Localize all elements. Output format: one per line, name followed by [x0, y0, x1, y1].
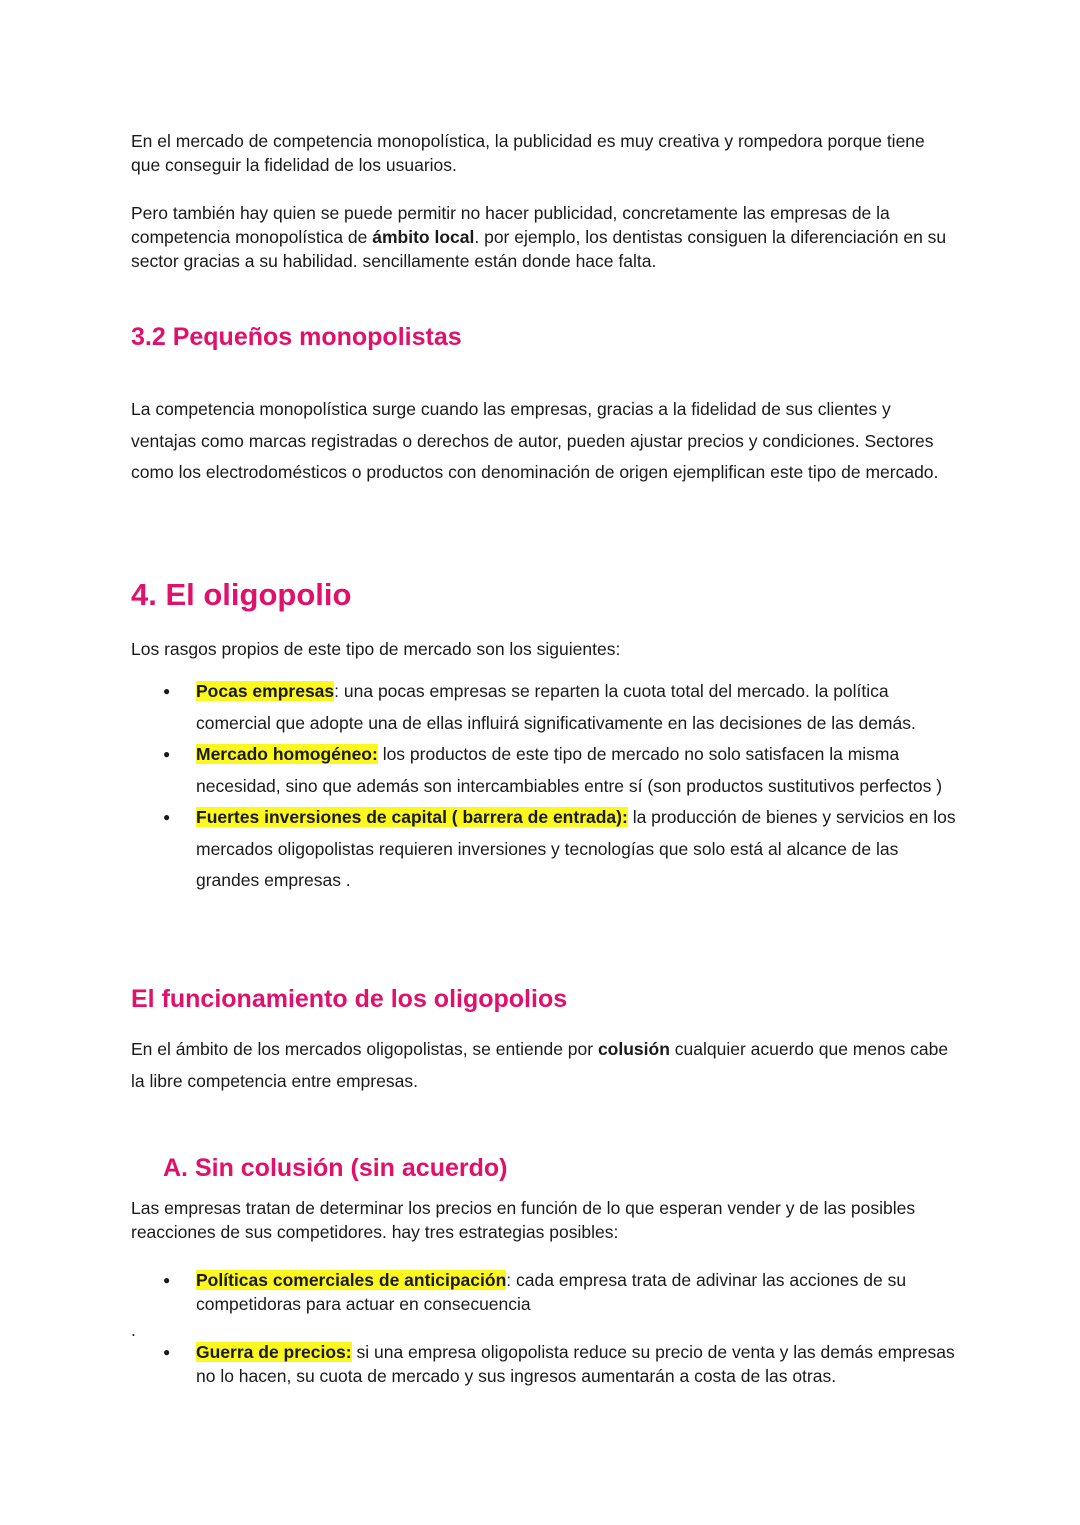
highlighted-term: Pocas empresas: [196, 681, 335, 701]
highlighted-term: Políticas comerciales de anticipación: [196, 1270, 507, 1290]
text-run: Pero también hay quien se puede permitir no hacer publicidad, concretamente las empresas de la competencia monopolística de: [131, 203, 890, 247]
bold-term: colusión: [597, 1039, 670, 1059]
strategies-list-1: [131, 1268, 961, 1316]
list-item: [131, 676, 961, 739]
highlighted-term: Fuertes inversiones de capital ( barrera de entrada):: [196, 807, 628, 827]
intro-paragraph-1: En el mercado de competencia monopolística, la publicidad es muy creativa y rompedora porque tiene que conseguir la fidelidad de los usuarios.: [131, 131, 925, 175]
text-run: En el ámbito de los mercados oligopolistas, se entiende por: [131, 1039, 598, 1059]
sin-colusion-intro: Las empresas tratan de determinar los precios en función de lo que esperan vender y de las posibles reacciones de sus competidores. hay tres estrategias posibles:: [131, 1198, 916, 1242]
list-item: [131, 739, 961, 802]
section-heading-funcionamiento: El funcionamiento de los oligopolios: [131, 985, 568, 1013]
item-text: : una pocas empresas se reparten la cuota total del mercado. la política comercial que adopte una de ellas influirá significativamente en las decisiones de las demás.: [196, 681, 916, 733]
bold-term: ámbito local: [372, 227, 475, 247]
item-text: la producción de bienes y servicios en los mercados oligopolistas requieren inversiones y tecnologías que solo está al alcance de las grandes empresas .: [196, 807, 956, 890]
section-4-intro: Los rasgos propios de este tipo de mercado son los siguientes:: [131, 639, 621, 659]
section-heading-4: 4. El oligopolio: [131, 577, 352, 612]
strategies-list-2: [131, 1340, 961, 1388]
section-heading-3-2: 3.2 Pequeños monopolistas: [131, 323, 462, 351]
highlighted-term: Guerra de precios:: [196, 1342, 352, 1362]
oligopolio-traits-list: [131, 676, 961, 897]
funcionamiento-paragraph: [131, 1034, 951, 1097]
list-item: [131, 1268, 961, 1316]
intro-paragraph-2: [131, 201, 951, 273]
subsection-heading-sin-colusion: A. Sin colusión (sin acuerdo): [163, 1154, 508, 1182]
text-run: cualquier acuerdo que menos cabe la libre competencia entre empresas.: [131, 1039, 949, 1091]
list-item: [131, 1340, 961, 1388]
item-text: si una empresa oligopolista reduce su precio de venta y las demás empresas no lo hacen, su cuota de mercado y sus ingresos aumentarán a costa de las otras.: [196, 1342, 955, 1386]
highlighted-term: Mercado homogéneo:: [196, 744, 378, 764]
list-item: [131, 802, 961, 897]
text-run: . por ejemplo, los dentistas consiguen la diferenciación en su sector gracias a su habilidad. sencillamente están donde hace falta.: [131, 227, 947, 271]
section-3-2-paragraph: La competencia monopolística surge cuando las empresas, gracias a la fidelidad de sus clientes y ventajas como marcas registradas o derechos de autor, pueden ajustar precios y condiciones. Sectores como los electrodomésticos o productos con denominación de origen ejemplifican este tipo de mercado.: [131, 399, 939, 482]
item-text: los productos de este tipo de mercado no solo satisfacen la misma necesidad, sino que además son intercambiables entre sí (son productos sustitutivos perfectos ): [196, 744, 943, 796]
item-text: : cada empresa trata de adivinar las acciones de su competidoras para actuar en consecuencia: [196, 1270, 907, 1314]
stray-period: .: [131, 1320, 136, 1340]
